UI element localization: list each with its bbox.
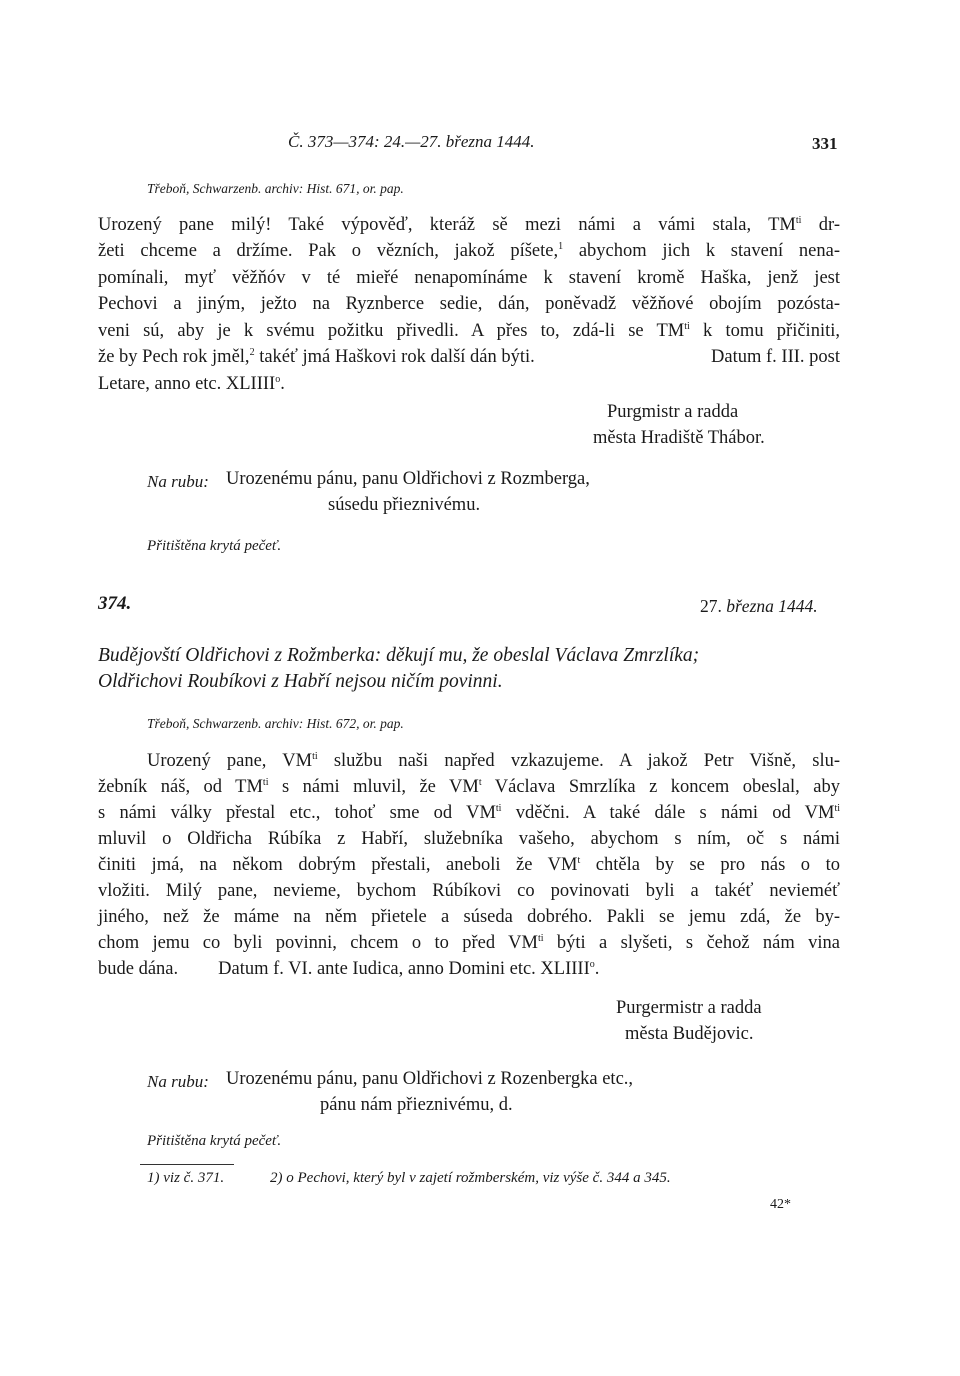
- footnote-1: 1) viz č. 371.: [147, 1170, 225, 1186]
- doc373-line-3: pomínali, myť věžňóv v té mieřé nenapomínáme k stavení kromě Haška, jenž jest: [98, 268, 840, 288]
- doc374-signature-1: Purgermistr a radda: [616, 998, 762, 1018]
- doc374-date: 27. března 1444.: [700, 596, 818, 616]
- doc373-signature-1: Purgmistr a radda: [607, 402, 739, 422]
- doc374-line-9: bude dána. Datum f. VI. ante Iudica, anno Domini etc. XLIIII$^o$.: [98, 958, 600, 979]
- doc374-line-1: Urozený pane, $VM^{ti}$ službu naši napřed vzkazujeme. A jakož Petr Višně, slu-: [147, 750, 840, 771]
- doc373-source: Třeboň, Schwarzenb. archiv: Hist. 671, or. pap.: [147, 181, 404, 196]
- doc374-address-1: Urozenému pánu, panu Oldřichovi z Rozenbergka etc.,: [226, 1069, 634, 1089]
- footnote-rule: [140, 1164, 234, 1165]
- signature-mark: 42*: [770, 1197, 791, 1212]
- doc373-line-7: Letare, anno etc. XLIIII$^o$.: [98, 373, 285, 394]
- doc374-line-7: jiného, než že máme na něm přietele a súseda dobrého. Pakli se jemu zdá, že by-: [98, 907, 840, 927]
- doc374-line-3: s námi války přestal etc., tohoť sme od $VM^{ti}$ vděčni. A také dále s námi od $VM^{ti}$: [98, 802, 840, 823]
- doc374-regest-2: Oldřichovi Roubíkovi z Habří nejsou ničím povinni.: [98, 671, 503, 692]
- doc373-line-1: Urozený pane milý! Také výpověď, kteráž sě mezi námi a vámi stala, $TM^{ti}$ dr-: [98, 214, 840, 235]
- doc374-seal-note: Přitištěna krytá pečeť.: [147, 1133, 282, 1149]
- doc373-line-4: Pechovi a jiným, ježto na Ryznberce sedie, dán, poněvadž věžňové obojím pozósta-: [98, 294, 840, 314]
- doc374-line-6: vložiti. Milý pane, nevieme, bychom Rúbíkovi co povinovati byli a takéť nevieméť: [98, 881, 840, 901]
- doc374-regest-1: Budějovští Oldřichovi z Rožmberka: děkují mu, že obeslal Václava Zmrzlíka;: [98, 645, 700, 666]
- page-number: 331: [812, 134, 838, 153]
- doc373-line-6: že by Pech rok jměl,$^2$ takéť jmá Haškovi rok další dán býti. Datum f. III. post: [98, 346, 840, 367]
- doc373-line-5: veni sú, aby je k svému požitku přivedli. A přes to, zdá-li se $TM^{ti}$ k tomu přičiniti,: [98, 320, 840, 341]
- footnote-2: 2) o Pechovi, který byl v zajetí rožmberském, viz výše č. 344 a 345.: [270, 1170, 671, 1186]
- doc374-line-4: mluvil o Oldřicha Rúbíka z Habří, služebníka vašeho, abychom s ním, oč s námi: [98, 829, 840, 849]
- doc374-line-5: činiti jmá, na někom dobrým přestali, aneboli že $VM^t$ chtěla by se pro nás o to: [98, 854, 840, 875]
- doc373-address-label: Na rubu:: [147, 472, 209, 491]
- running-header: Č. 373—374: 24.—27. března 1444.: [288, 132, 535, 151]
- doc374-line-2: žebník náš, od $TM^{ti}$ s námi mluvil, že $VM^t$ Václava Smrzlíka z koncem obeslal, aby: [98, 776, 840, 797]
- doc373-address-1: Urozenému pánu, panu Oldřichovi z Rozmberga,: [226, 469, 590, 489]
- doc374-signature-2: města Budějovic.: [625, 1024, 754, 1044]
- doc373-address-2: súsedu přieznivému.: [328, 495, 481, 515]
- doc374-address-2: pánu nám přieznivému, d.: [320, 1095, 513, 1115]
- doc374-line-8: chom jemu co byli povinni, chcem o to před $VM^{ti}$ býti a slyšeti, s čehož nám vina: [98, 932, 840, 953]
- doc374-number: 374.: [98, 593, 132, 614]
- doc374-address-label: Na rubu:: [147, 1072, 209, 1091]
- doc373-line-2: žeti chceme a držíme. Pak o vězních, jakož píšete,$^1$ abychom jich k stavení nena-: [98, 240, 841, 261]
- doc373-signature-2: města Hradiště Thábor.: [593, 428, 765, 448]
- doc373-seal-note: Přitištěna krytá pečeť.: [147, 538, 282, 554]
- doc374-source: Třeboň, Schwarzenb. archiv: Hist. 672, or. pap.: [147, 716, 404, 731]
- doc373-datum: Datum f. III. post: [711, 347, 840, 367]
